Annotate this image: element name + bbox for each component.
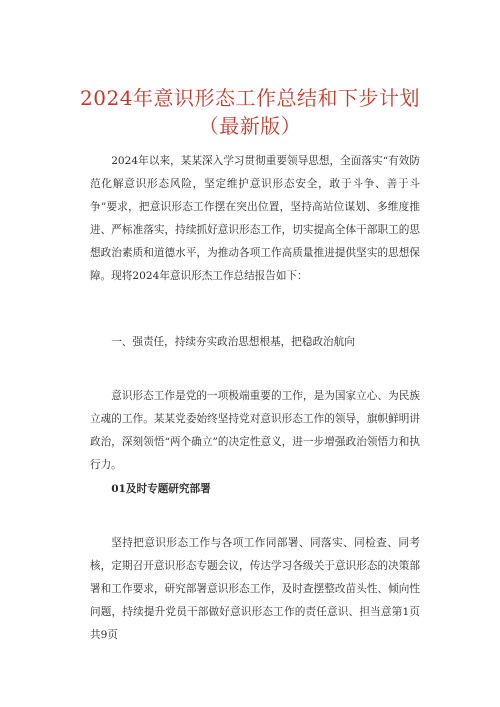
subsection-heading-01: 01及时专题研究部署 [111, 483, 211, 495]
document-subtitle: （最新版） [198, 114, 302, 138]
intro-paragraph: 2024年以来，某某深入学习贯彻重要领导思想，全面落实“有效防范化解意识形态风险，坚定维护意识形态安全，敢于斗争、善于斗争”要求，把意识形态工作摆在突出位置，坚持高站位谋划、多维度推进、严标准落实，持续抓好意识形态工作，切实提高全体干部职工的思想政治素质和道德水平，为推动各项工作高质量推进提供坚实的思想保障。现将2024年意识形杰工作总结报告如下： [90, 155, 420, 282]
section-heading-1: 一、强责任，持续夯实政治思想根基，把稳政治航向 [111, 336, 355, 348]
section-paragraph-1: 意识形态工作是党的一项极端重要的工作，是为国家立心、为民族立魂的工作。某某党委始终坚持党对意识形态工作的领导，旗帜鲜明讲政治，深刻领悟“两个确立”的决定性意义，进一步增强政治领悟力和执行力。 [90, 390, 420, 471]
subsection-paragraph-01: 坚持把意识形态工作与各项工作同部署、同落实、同检查、同考核，定期召开意识形态专题会议，传达学习各级关于意识形态的决策部署和工作要求，研究部署意识形态工作，及时查摆整改苗头性、倾向性问题，持续提升党员干部做好意识形态工作的责任意识、担当意第1页共9页 [90, 537, 420, 641]
document-title: 2024年意识形态工作总结和下步计划 [80, 86, 420, 110]
